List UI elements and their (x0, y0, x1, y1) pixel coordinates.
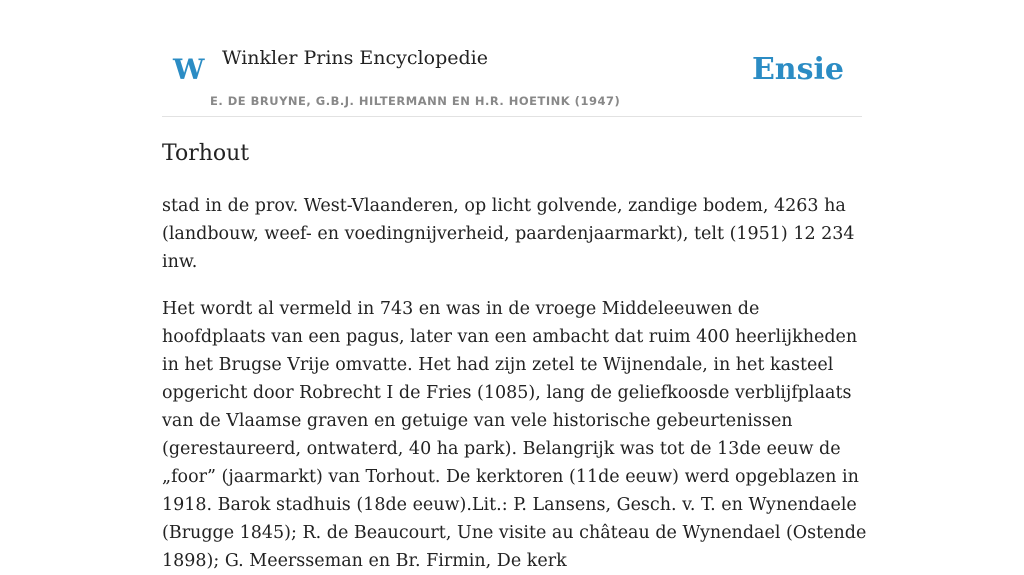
winkler-prins-logo-icon[interactable]: W (173, 53, 205, 86)
site-header (162, 0, 862, 117)
book-authors: E. DE BRUYNE, G.B.J. HILTERMANN EN H.R. HOETINK (1947) (210, 94, 621, 108)
book-title[interactable]: Winkler Prins Encyclopedie (222, 47, 488, 69)
article-paragraph: stad in de prov. West-Vlaanderen, op licht golvende, zandige bodem, 4263 ha (landbouw, weef- en voedingnijverheid, paardenjaarmarkt), telt (1951) 12 234 inw. (162, 196, 855, 272)
article-paragraph: Het wordt al vermeld in 743 en was in de vroege Middeleeuwen de hoofdplaats van een pagus, later van een ambacht dat ruim 400 heerlijkheden in het Brugse Vrije omvatte. Het had zijn zetel te Wijnendale, in het kasteel opgericht door Robrecht I de Fries (1085), lang de geliefkoosde verblijfplaats van de Vlaamse graven en getuige van vele historische gebeurtenissen (gerestaureerd, ontwaterd, 40 ha park). Belangrijk was tot de 13de eeuw de „foor” (jaarmarkt) van Torhout. De kerktoren (11de eeuw) werd opgeblazen in 1918. Barok stadhuis (18de eeuw).Lit.: P. Lansens, Gesch. v. T. en Wynendaele (Brugge 1845); R. de Beaucourt, Une visite au château de Wynendael (Ostende 1898); G. Meersseman en Br. Firmin, De kerk (162, 299, 867, 571)
article-title: Torhout (162, 141, 250, 166)
ensie-logo-link[interactable]: Ensie (751, 52, 844, 87)
article (162, 138, 867, 575)
